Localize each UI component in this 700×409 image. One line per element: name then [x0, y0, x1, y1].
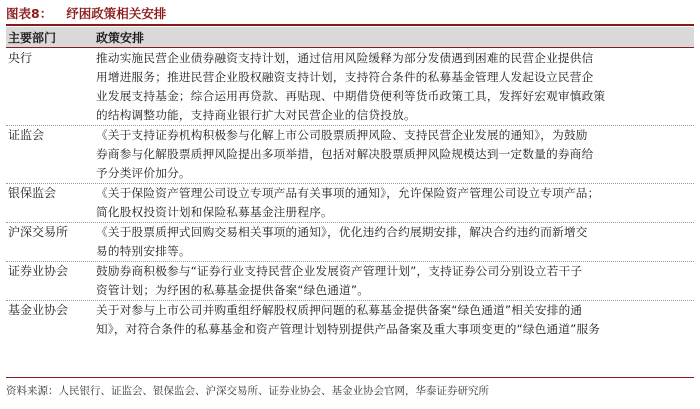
table-row — [6, 126, 694, 184]
table-row — [6, 301, 694, 339]
policy-cell — [96, 49, 694, 125]
policy-cell — [96, 301, 694, 339]
header-rule — [6, 47, 694, 48]
department-cell: 基金业协会 — [8, 303, 69, 317]
policy-cell — [96, 184, 694, 222]
header-policy: 政策安排 — [96, 30, 145, 45]
policy-line: 券商参与化解股票质押风险提出多项举措，包括对解决股票质押风险规模达到一定数量的券商给 — [96, 147, 594, 161]
policy-line: 易的特别安排等。 — [96, 244, 191, 258]
header-department: 主要部门 — [8, 30, 57, 45]
figure-title-text: 纾困政策相关安排 — [66, 6, 167, 21]
bottom-rule — [6, 377, 694, 378]
policy-line: 业发展支持基金；综合运用再贷款、再贴现、中期借贷便利等货币政策工具，发挥好宏观审慎政策 — [96, 89, 606, 103]
source-note: 资料来源：人民银行、证监会、银保监会、沪深交易所、证券业协会、基金业协会官网，华泰证券研究所 — [6, 385, 489, 397]
policy-cell — [96, 223, 694, 261]
policy-line: 资管计划；为纾困的私募基金提供备案“绿色通道”。 — [96, 283, 370, 297]
figure-title — [6, 4, 166, 22]
table-row — [6, 49, 694, 126]
policy-line: 鼓励券商积极参与“证券行业支持民营企业发展资产管理计划”，支持证券公司分别设立若干子 — [96, 264, 583, 278]
policy-line: 关于对参与上市公司并购重组纾解股权质押问题的私募基金提供备案“绿色通道”相关安排的通 — [96, 303, 583, 317]
policy-cell — [96, 262, 694, 300]
policy-line: 《关于股票质押式回购交易相关事项的通知》，优化违约合约展期安排，解决合约违约而新增交 — [96, 225, 588, 239]
policy-cell — [96, 126, 694, 183]
department-cell: 央行 — [8, 51, 33, 65]
policy-line: 《关于保险资产管理公司设立专项产品有关事项的通知》，允许保险资产管理公司设立专项产品； — [96, 186, 600, 200]
top-rule — [6, 24, 694, 26]
policy-line: 的结构调整功能，支持商业银行扩大对民营企业的信贷投放。 — [96, 108, 416, 122]
policy-line: 简化股权投资计划和保险私募基金注册程序。 — [96, 205, 333, 219]
table-row — [6, 262, 694, 301]
figure-label: 图表8： — [6, 6, 53, 21]
policy-line: 予分类评价加分。 — [96, 166, 191, 180]
policy-line: 推动实施民营企业债券融资支持计划，通过信用风险缓释为部分发债遇到困难的民营企业提供信 — [96, 51, 594, 65]
table-row — [6, 223, 694, 262]
policy-line: 《关于支持证券机构积极参与化解上市公司股票质押风险、支持民营企业发展的通知》，为鼓励 — [96, 128, 588, 142]
department-cell: 证监会 — [8, 128, 45, 142]
policy-table — [6, 49, 694, 339]
department-cell: 沪深交易所 — [8, 225, 69, 239]
table-header — [6, 27, 694, 47]
policy-line: 知》，对符合条件的私募基金和资产管理计划特别提供产品备案及重大事项变更的“绿色通道”服务 — [96, 322, 601, 336]
table-row — [6, 184, 694, 223]
department-cell: 证券业协会 — [8, 264, 69, 278]
department-cell: 银保监会 — [8, 186, 57, 200]
policy-line: 用增进服务；推进民营企业股权融资支持计划，支持符合条件的私募基金管理人发起设立民营企 — [96, 70, 594, 84]
